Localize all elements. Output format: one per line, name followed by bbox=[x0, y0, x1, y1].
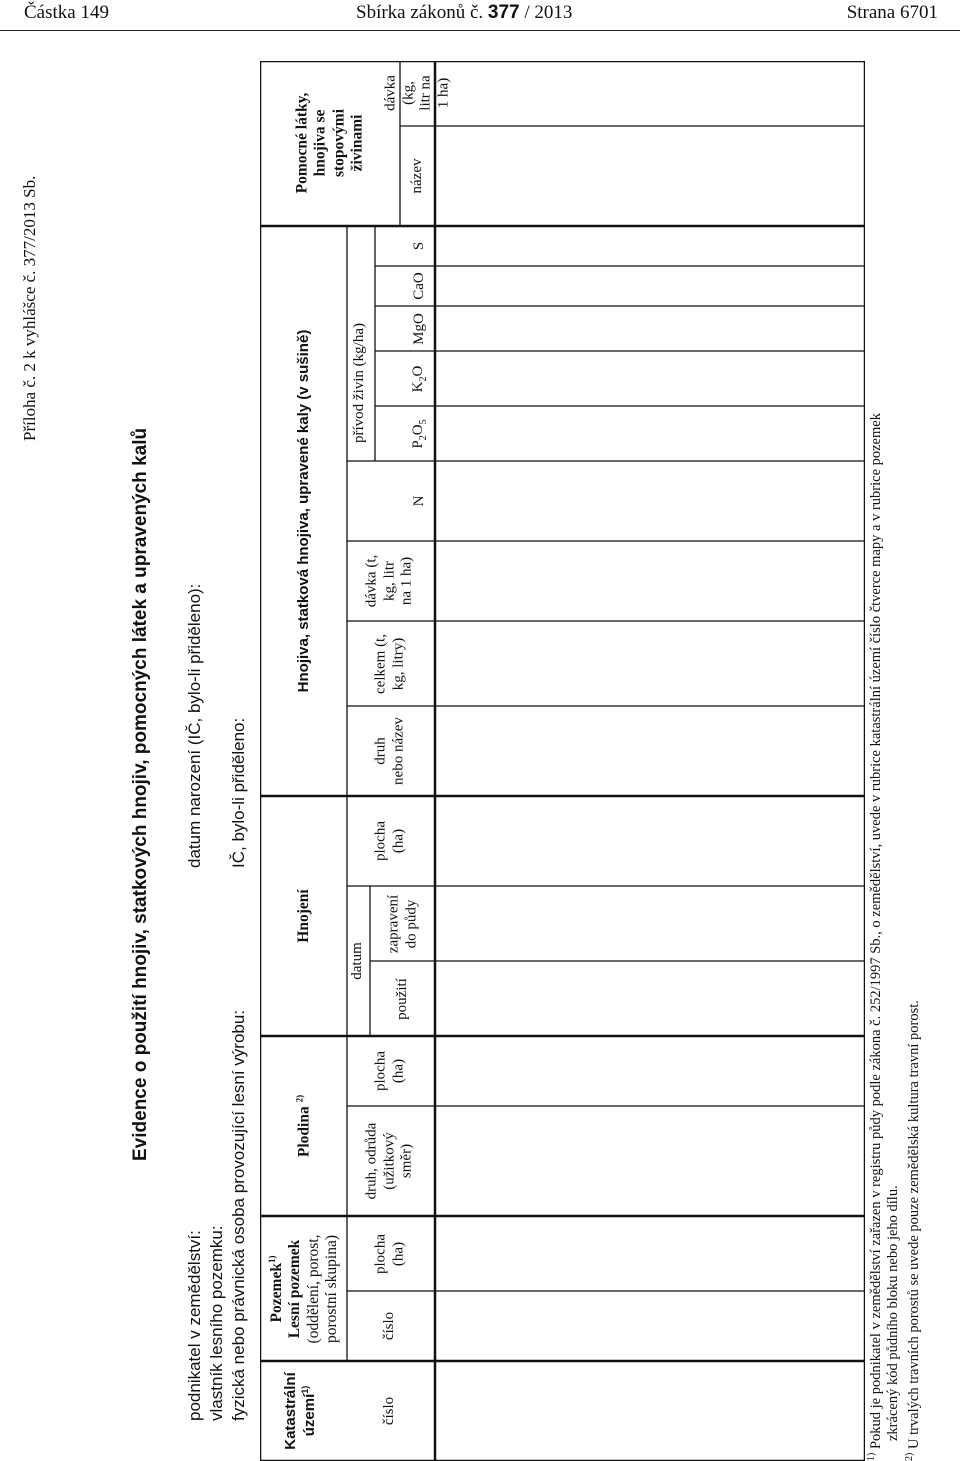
header-rule bbox=[0, 30, 960, 31]
col-pozemek-cislo: číslo bbox=[381, 1311, 398, 1341]
col-datum-pouziti: použití bbox=[394, 978, 411, 1020]
col-hnojiva-celkem: celkem (t, kg, litry) bbox=[372, 634, 406, 694]
col-pozemek-plocha: plocha (ha) bbox=[372, 1234, 406, 1274]
rotated-form bbox=[0, 61, 940, 1461]
col-plodina-plocha: plocha (ha) bbox=[372, 1051, 406, 1091]
col-plodina-druh: druh, odrůda (užitkový směr) bbox=[363, 1122, 415, 1200]
table-grid bbox=[260, 61, 865, 1461]
footnote-1-continuation: zkrácený kód půdního bloku nebo jeho dílu. bbox=[885, 1185, 901, 1441]
header-pomocne-latky: Pomocné látky, hnojiva se stopovými živinami bbox=[293, 92, 366, 194]
header-plodina: Plodina $^{2)}$ bbox=[294, 1094, 313, 1158]
collection-reference bbox=[356, 2, 572, 24]
col-nutrient-n: N bbox=[411, 495, 428, 507]
company-id-label: IČ, bylo-li přiděleno: bbox=[229, 717, 248, 868]
col-pomocne-nazev: název bbox=[409, 158, 426, 194]
header-pozemek: Pozemek$^{1)}$ Lesní pozemek (oddělení, porost, porostní skupina) bbox=[266, 1234, 340, 1344]
birth-date-label: datum narození (IČ, bylo-li přiděleno): bbox=[185, 583, 204, 868]
footnote-1: $^{1)}$ Pokud je podnikatel v zemědělství zařazen v registru půdy podle zákona č. 252/1997 Sb., o zemědělství, uvede v rubrice katastrální území číslo čtverce mapy a v rubrice pozemek bbox=[866, 413, 884, 1461]
header-hnojiva: Hnojiva, statková hnojiva, upravené kaly (v sušině) bbox=[295, 329, 313, 693]
collection-number: 377 bbox=[487, 2, 520, 23]
col-nutrient-k2o: $K_2O$ bbox=[410, 365, 430, 393]
col-hnojiva-druh: druh nebo název bbox=[372, 717, 406, 785]
header-hnojeni: Hnojení bbox=[294, 889, 312, 943]
form-title: Evidence o použití hnojiv, statkových hnojiv, pomocných látek a upravených kalů bbox=[130, 427, 151, 1161]
page-number: Strana 6701 bbox=[846, 2, 938, 23]
header-katastralni-uzemi: Katastrální území$^{1)}$ bbox=[281, 1372, 318, 1450]
farmer-label: podnikatel v zemědělství: bbox=[185, 1230, 204, 1421]
header-datum: datum bbox=[349, 942, 366, 980]
collection-prefix: Sbírka zákonů č. bbox=[356, 2, 484, 23]
footnote-2: $^{2)}$ U trvalých travních porostů se uvede pouze zemědělská kultura travní porost. bbox=[904, 1000, 922, 1461]
forestry-operator-label: fyzická nebo právnická osoba provozující lesní výrobu: bbox=[229, 1009, 248, 1421]
evidence-table bbox=[260, 61, 865, 1461]
col-nutrient-cao: CaO bbox=[411, 272, 428, 300]
col-katastr-cislo: číslo bbox=[381, 1396, 398, 1426]
attachment-label: Příloha č. 2 k vyhlášce č. 377/2013 Sb. bbox=[20, 175, 39, 441]
col-hnojeni-plocha: plocha (ha) bbox=[372, 821, 406, 861]
page-header bbox=[0, 0, 960, 34]
col-nutrient-s: S bbox=[411, 241, 428, 251]
col-pomocne-davka: dávka (kg, litr na 1 ha) bbox=[382, 75, 452, 111]
collection-year: / 2013 bbox=[524, 2, 573, 23]
col-datum-zapraveni: zapravení do půdy bbox=[385, 894, 419, 954]
col-hnojiva-davka: dávka (t, kg, litr na 1 ha) bbox=[363, 554, 415, 608]
header-privod-zivin: přívod živin (kg/ha) bbox=[351, 323, 368, 443]
part-number: Částka 149 bbox=[24, 2, 109, 23]
forest-owner-label: vlastník lesního pozemku: bbox=[207, 1225, 226, 1421]
col-nutrient-mgo: MgO bbox=[411, 313, 428, 345]
col-nutrient-p2o5: $P_2O_5$ bbox=[410, 419, 430, 449]
